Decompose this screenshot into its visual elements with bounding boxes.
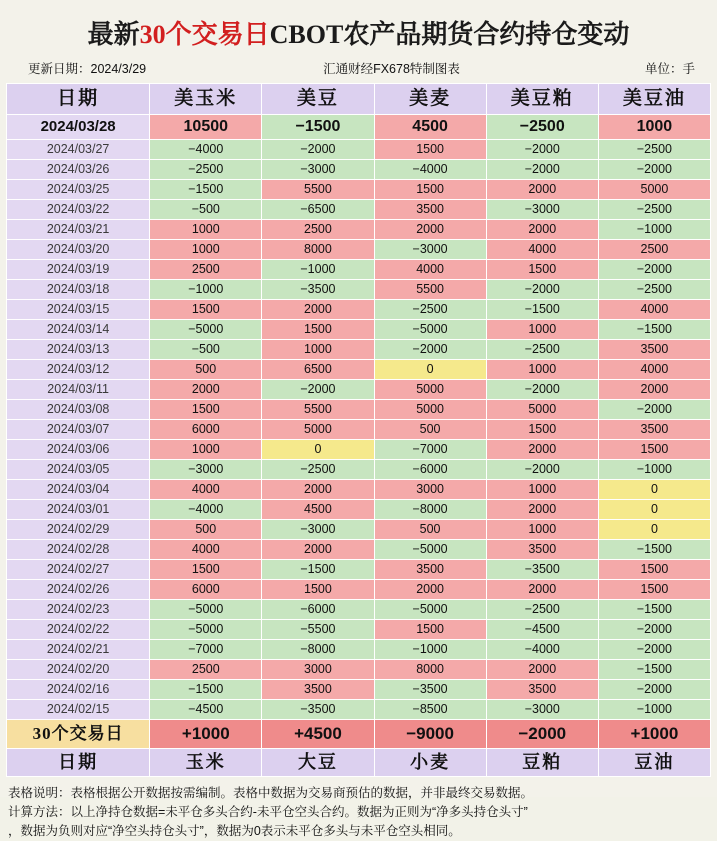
table-row	[7, 320, 711, 340]
table-row	[7, 460, 711, 480]
cell-corn: −3000	[150, 460, 262, 480]
cell-soyoil: −2500	[598, 200, 710, 220]
cell-wheat: 3500	[374, 560, 486, 580]
row-date: 2024/02/23	[7, 600, 150, 620]
row-date: 2024/03/21	[7, 220, 150, 240]
total-row	[7, 720, 711, 749]
cell-soybean: −2500	[262, 460, 374, 480]
cell-soyoil: 0	[598, 480, 710, 500]
cell-wheat: 5000	[374, 400, 486, 420]
row-date: 2024/02/20	[7, 660, 150, 680]
table-row	[7, 200, 711, 220]
cell-soybean: 2500	[262, 220, 374, 240]
title-mid: CBOT	[269, 20, 344, 49]
cell-wheat: 0	[374, 360, 486, 380]
row-date: 2024/03/13	[7, 340, 150, 360]
cell-soymeal: −3500	[486, 560, 598, 580]
cell-corn: 10500	[150, 115, 262, 140]
foot-header-soybean: 大豆	[262, 749, 374, 777]
table-row	[7, 640, 711, 660]
cell-wheat: −5000	[374, 320, 486, 340]
cell-soymeal: 2000	[486, 180, 598, 200]
cell-soybean: 5500	[262, 400, 374, 420]
footer-header-row	[7, 749, 711, 777]
cell-soyoil: −1500	[598, 320, 710, 340]
table-row	[7, 560, 711, 580]
table-row	[7, 520, 711, 540]
row-date: 2024/03/14	[7, 320, 150, 340]
cell-soymeal: 2000	[486, 220, 598, 240]
cell-soybean: −1500	[262, 115, 374, 140]
row-date: 2024/03/20	[7, 240, 150, 260]
cell-corn: 500	[150, 360, 262, 380]
cell-soybean: 1000	[262, 340, 374, 360]
total-label: 30个交易日	[7, 720, 150, 749]
table-row	[7, 360, 711, 380]
cell-soyoil: −2500	[598, 280, 710, 300]
cell-corn: −5000	[150, 320, 262, 340]
row-date: 2024/03/08	[7, 400, 150, 420]
cell-corn: −1500	[150, 180, 262, 200]
cell-corn: 2500	[150, 660, 262, 680]
cell-soymeal: −3000	[486, 700, 598, 720]
cell-corn: 1500	[150, 560, 262, 580]
cell-corn: 6000	[150, 580, 262, 600]
cell-wheat: −5000	[374, 540, 486, 560]
cell-wheat: −8000	[374, 500, 486, 520]
cell-soybean: −6500	[262, 200, 374, 220]
update-date: 更新日期：2024/3/29	[28, 62, 147, 76]
table-row	[7, 160, 711, 180]
foot-header-wheat: 小麦	[374, 749, 486, 777]
title-highlight: 30个交易日	[139, 20, 270, 49]
cell-soyoil: −2000	[598, 160, 710, 180]
cell-soybean: 3500	[262, 680, 374, 700]
row-date: 2024/03/28	[7, 115, 150, 140]
table-row	[7, 680, 711, 700]
row-date: 2024/02/21	[7, 640, 150, 660]
cell-soymeal: 1000	[486, 480, 598, 500]
cell-wheat: 3500	[374, 200, 486, 220]
col-header-corn: 美玉米	[150, 84, 262, 115]
table-row	[7, 180, 711, 200]
cell-soyoil: −2000	[598, 680, 710, 700]
cell-wheat: 4500	[374, 115, 486, 140]
col-header-soyoil: 美豆油	[598, 84, 710, 115]
table-row	[7, 400, 711, 420]
cell-wheat: 1500	[374, 140, 486, 160]
cell-wheat: −3500	[374, 680, 486, 700]
notes-block	[6, 784, 713, 841]
table-row	[7, 340, 711, 360]
cell-soymeal: −3000	[486, 200, 598, 220]
cell-soyoil: 4000	[598, 300, 710, 320]
total-soymeal: −2000	[486, 720, 598, 749]
cell-soymeal: 1000	[486, 520, 598, 540]
cell-wheat: 500	[374, 520, 486, 540]
cell-soyoil: −2500	[598, 140, 710, 160]
cell-soybean: 3000	[262, 660, 374, 680]
cell-soymeal: 2000	[486, 580, 598, 600]
cell-soyoil: −1500	[598, 660, 710, 680]
header-row	[7, 84, 711, 115]
cell-soymeal: −1500	[486, 300, 598, 320]
cell-soymeal: 2000	[486, 440, 598, 460]
cell-soybean: 1500	[262, 580, 374, 600]
cell-soymeal: 2000	[486, 500, 598, 520]
cell-corn: −2500	[150, 160, 262, 180]
title-pre: 最新	[87, 20, 140, 49]
positions-table	[6, 83, 711, 777]
cell-wheat: 4000	[374, 260, 486, 280]
cell-corn: −5000	[150, 620, 262, 640]
row-date: 2024/03/25	[7, 180, 150, 200]
row-date: 2024/03/07	[7, 420, 150, 440]
cell-soyoil: −2000	[598, 640, 710, 660]
cell-soyoil: −2000	[598, 260, 710, 280]
table-row	[7, 540, 711, 560]
cell-soyoil: −1000	[598, 460, 710, 480]
cell-soybean: −8000	[262, 640, 374, 660]
cell-corn: 4000	[150, 480, 262, 500]
table-row	[7, 420, 711, 440]
cell-soymeal: −4000	[486, 640, 598, 660]
table-row	[7, 260, 711, 280]
total-soyoil: +1000	[598, 720, 710, 749]
note-line-2: 计算方法：以上净持仓数据=未平仓多头合约-未平仓空头合约。数据为正则为“净多头持仓头寸”	[8, 805, 528, 819]
row-date: 2024/03/05	[7, 460, 150, 480]
title-post: 农产品期货合约持仓变动	[343, 20, 630, 49]
cell-soybean: −3500	[262, 700, 374, 720]
cell-corn: 6000	[150, 420, 262, 440]
cell-wheat: −5000	[374, 600, 486, 620]
cell-wheat: 3000	[374, 480, 486, 500]
table-row	[7, 220, 711, 240]
cell-soyoil: 2500	[598, 240, 710, 260]
table-row	[7, 620, 711, 640]
cell-soyoil: −2000	[598, 400, 710, 420]
cell-soybean: 2000	[262, 540, 374, 560]
cell-wheat: 2000	[374, 220, 486, 240]
cell-soyoil: 3500	[598, 340, 710, 360]
cell-corn: 1500	[150, 300, 262, 320]
cell-soyoil: 3500	[598, 420, 710, 440]
table-row	[7, 240, 711, 260]
foot-header-soymeal: 豆粕	[486, 749, 598, 777]
cell-soymeal: 3500	[486, 540, 598, 560]
cell-corn: 1500	[150, 400, 262, 420]
cell-soyoil: 4000	[598, 360, 710, 380]
cell-corn: 2500	[150, 260, 262, 280]
cell-soybean: −3500	[262, 280, 374, 300]
cell-wheat: −2000	[374, 340, 486, 360]
cell-wheat: −7000	[374, 440, 486, 460]
cell-wheat: 2000	[374, 580, 486, 600]
row-date: 2024/02/22	[7, 620, 150, 640]
cell-corn: 4000	[150, 540, 262, 560]
page-title	[6, 8, 711, 53]
cell-soyoil: 1500	[598, 580, 710, 600]
foot-header-date: 日期	[7, 749, 150, 777]
cell-corn: 500	[150, 520, 262, 540]
cell-soyoil: 1500	[598, 560, 710, 580]
row-date: 2024/02/28	[7, 540, 150, 560]
cell-soymeal: 1500	[486, 260, 598, 280]
cell-soyoil: 0	[598, 520, 710, 540]
cell-soybean: 2000	[262, 300, 374, 320]
cell-corn: 2000	[150, 380, 262, 400]
cell-soyoil: −1000	[598, 220, 710, 240]
cell-soymeal: 1000	[486, 360, 598, 380]
cell-soymeal: −2500	[486, 115, 598, 140]
table-foot	[7, 720, 711, 777]
row-date: 2024/03/26	[7, 160, 150, 180]
foot-header-corn: 玉米	[150, 749, 262, 777]
cell-soybean: 1500	[262, 320, 374, 340]
cell-soybean: 5500	[262, 180, 374, 200]
cell-corn: −1000	[150, 280, 262, 300]
cell-soybean: 2000	[262, 480, 374, 500]
row-date: 2024/03/06	[7, 440, 150, 460]
table-row	[7, 580, 711, 600]
table-row	[7, 115, 711, 140]
cell-soyoil: 0	[598, 500, 710, 520]
cell-soyoil: −1500	[598, 600, 710, 620]
meta-row	[6, 53, 711, 83]
cell-wheat: −8500	[374, 700, 486, 720]
cell-soymeal: −2000	[486, 160, 598, 180]
cell-soybean: −1500	[262, 560, 374, 580]
cell-wheat: −1000	[374, 640, 486, 660]
cell-soyoil: 5000	[598, 180, 710, 200]
cell-wheat: 5000	[374, 380, 486, 400]
cell-corn: −4500	[150, 700, 262, 720]
table-head	[7, 84, 711, 115]
table-row	[7, 440, 711, 460]
cell-soymeal: 3500	[486, 680, 598, 700]
table-row	[7, 480, 711, 500]
table-row	[7, 700, 711, 720]
cell-wheat: −2500	[374, 300, 486, 320]
source-label: 汇通财经FX678特制图表	[323, 62, 460, 76]
cell-soybean: −3000	[262, 160, 374, 180]
table-body	[7, 115, 711, 720]
cell-soybean: −2000	[262, 380, 374, 400]
cell-wheat: −3000	[374, 240, 486, 260]
cell-corn: −1500	[150, 680, 262, 700]
cell-corn: −7000	[150, 640, 262, 660]
cell-corn: −500	[150, 340, 262, 360]
table-row	[7, 280, 711, 300]
cell-wheat: 8000	[374, 660, 486, 680]
row-date: 2024/02/26	[7, 580, 150, 600]
row-date: 2024/02/16	[7, 680, 150, 700]
cell-soymeal: 1000	[486, 320, 598, 340]
table-row	[7, 600, 711, 620]
cell-soyoil: −1000	[598, 700, 710, 720]
cell-wheat: 1500	[374, 180, 486, 200]
cell-soybean: 5000	[262, 420, 374, 440]
cell-soymeal: −2000	[486, 460, 598, 480]
cell-soyoil: 2000	[598, 380, 710, 400]
col-header-date: 日期	[7, 84, 150, 115]
cell-soybean: −2000	[262, 140, 374, 160]
row-date: 2024/03/11	[7, 380, 150, 400]
note-line-3: ，数据为负则对应“净空头持仓头寸”，数据为0表示未平仓多头与未平仓空头相同。	[8, 824, 461, 838]
cell-corn: 1000	[150, 220, 262, 240]
cell-corn: −4000	[150, 140, 262, 160]
cell-corn: −4000	[150, 500, 262, 520]
cell-soymeal: 4000	[486, 240, 598, 260]
cell-wheat: 5500	[374, 280, 486, 300]
row-date: 2024/03/22	[7, 200, 150, 220]
cell-soymeal: −4500	[486, 620, 598, 640]
cell-soymeal: −2000	[486, 380, 598, 400]
total-soybean: +4500	[262, 720, 374, 749]
row-date: 2024/03/01	[7, 500, 150, 520]
cell-soybean: −1000	[262, 260, 374, 280]
cell-soyoil: −1500	[598, 540, 710, 560]
cell-soybean: −3000	[262, 520, 374, 540]
cell-wheat: −4000	[374, 160, 486, 180]
cell-soybean: 0	[262, 440, 374, 460]
total-corn: +1000	[150, 720, 262, 749]
cell-wheat: −6000	[374, 460, 486, 480]
cell-soybean: −5500	[262, 620, 374, 640]
table-row	[7, 660, 711, 680]
row-date: 2024/02/15	[7, 700, 150, 720]
row-date: 2024/02/27	[7, 560, 150, 580]
row-date: 2024/03/12	[7, 360, 150, 380]
cell-soybean: 4500	[262, 500, 374, 520]
cell-soymeal: 1500	[486, 420, 598, 440]
cell-soymeal: −2500	[486, 600, 598, 620]
cell-soymeal: 2000	[486, 660, 598, 680]
table-row	[7, 500, 711, 520]
cell-corn: −500	[150, 200, 262, 220]
row-date: 2024/02/29	[7, 520, 150, 540]
cell-soymeal: −2500	[486, 340, 598, 360]
cell-wheat: 1500	[374, 620, 486, 640]
row-date: 2024/03/15	[7, 300, 150, 320]
col-header-soymeal: 美豆粕	[486, 84, 598, 115]
col-header-soybean: 美豆	[262, 84, 374, 115]
table-row	[7, 140, 711, 160]
row-date: 2024/03/18	[7, 280, 150, 300]
unit-label: 单位：手	[644, 62, 695, 76]
row-date: 2024/03/27	[7, 140, 150, 160]
table-row	[7, 380, 711, 400]
cell-soybean: 8000	[262, 240, 374, 260]
cell-soyoil: −2000	[598, 620, 710, 640]
cell-soyoil: 1000	[598, 115, 710, 140]
cell-soybean: −6000	[262, 600, 374, 620]
cell-soyoil: 1500	[598, 440, 710, 460]
cell-corn: 1000	[150, 240, 262, 260]
table-row	[7, 300, 711, 320]
cell-corn: 1000	[150, 440, 262, 460]
note-line-1: 表格说明：表格根据公开数据按需编制。表格中数据为交易商预估的数据，并非最终交易数据。	[8, 786, 534, 800]
row-date: 2024/03/04	[7, 480, 150, 500]
cell-corn: −5000	[150, 600, 262, 620]
cell-soymeal: −2000	[486, 280, 598, 300]
cell-soymeal: −2000	[486, 140, 598, 160]
row-date: 2024/03/19	[7, 260, 150, 280]
cell-wheat: 500	[374, 420, 486, 440]
total-wheat: −9000	[374, 720, 486, 749]
cell-soymeal: 5000	[486, 400, 598, 420]
col-header-wheat: 美麦	[374, 84, 486, 115]
foot-header-soyoil: 豆油	[598, 749, 710, 777]
cell-soybean: 6500	[262, 360, 374, 380]
